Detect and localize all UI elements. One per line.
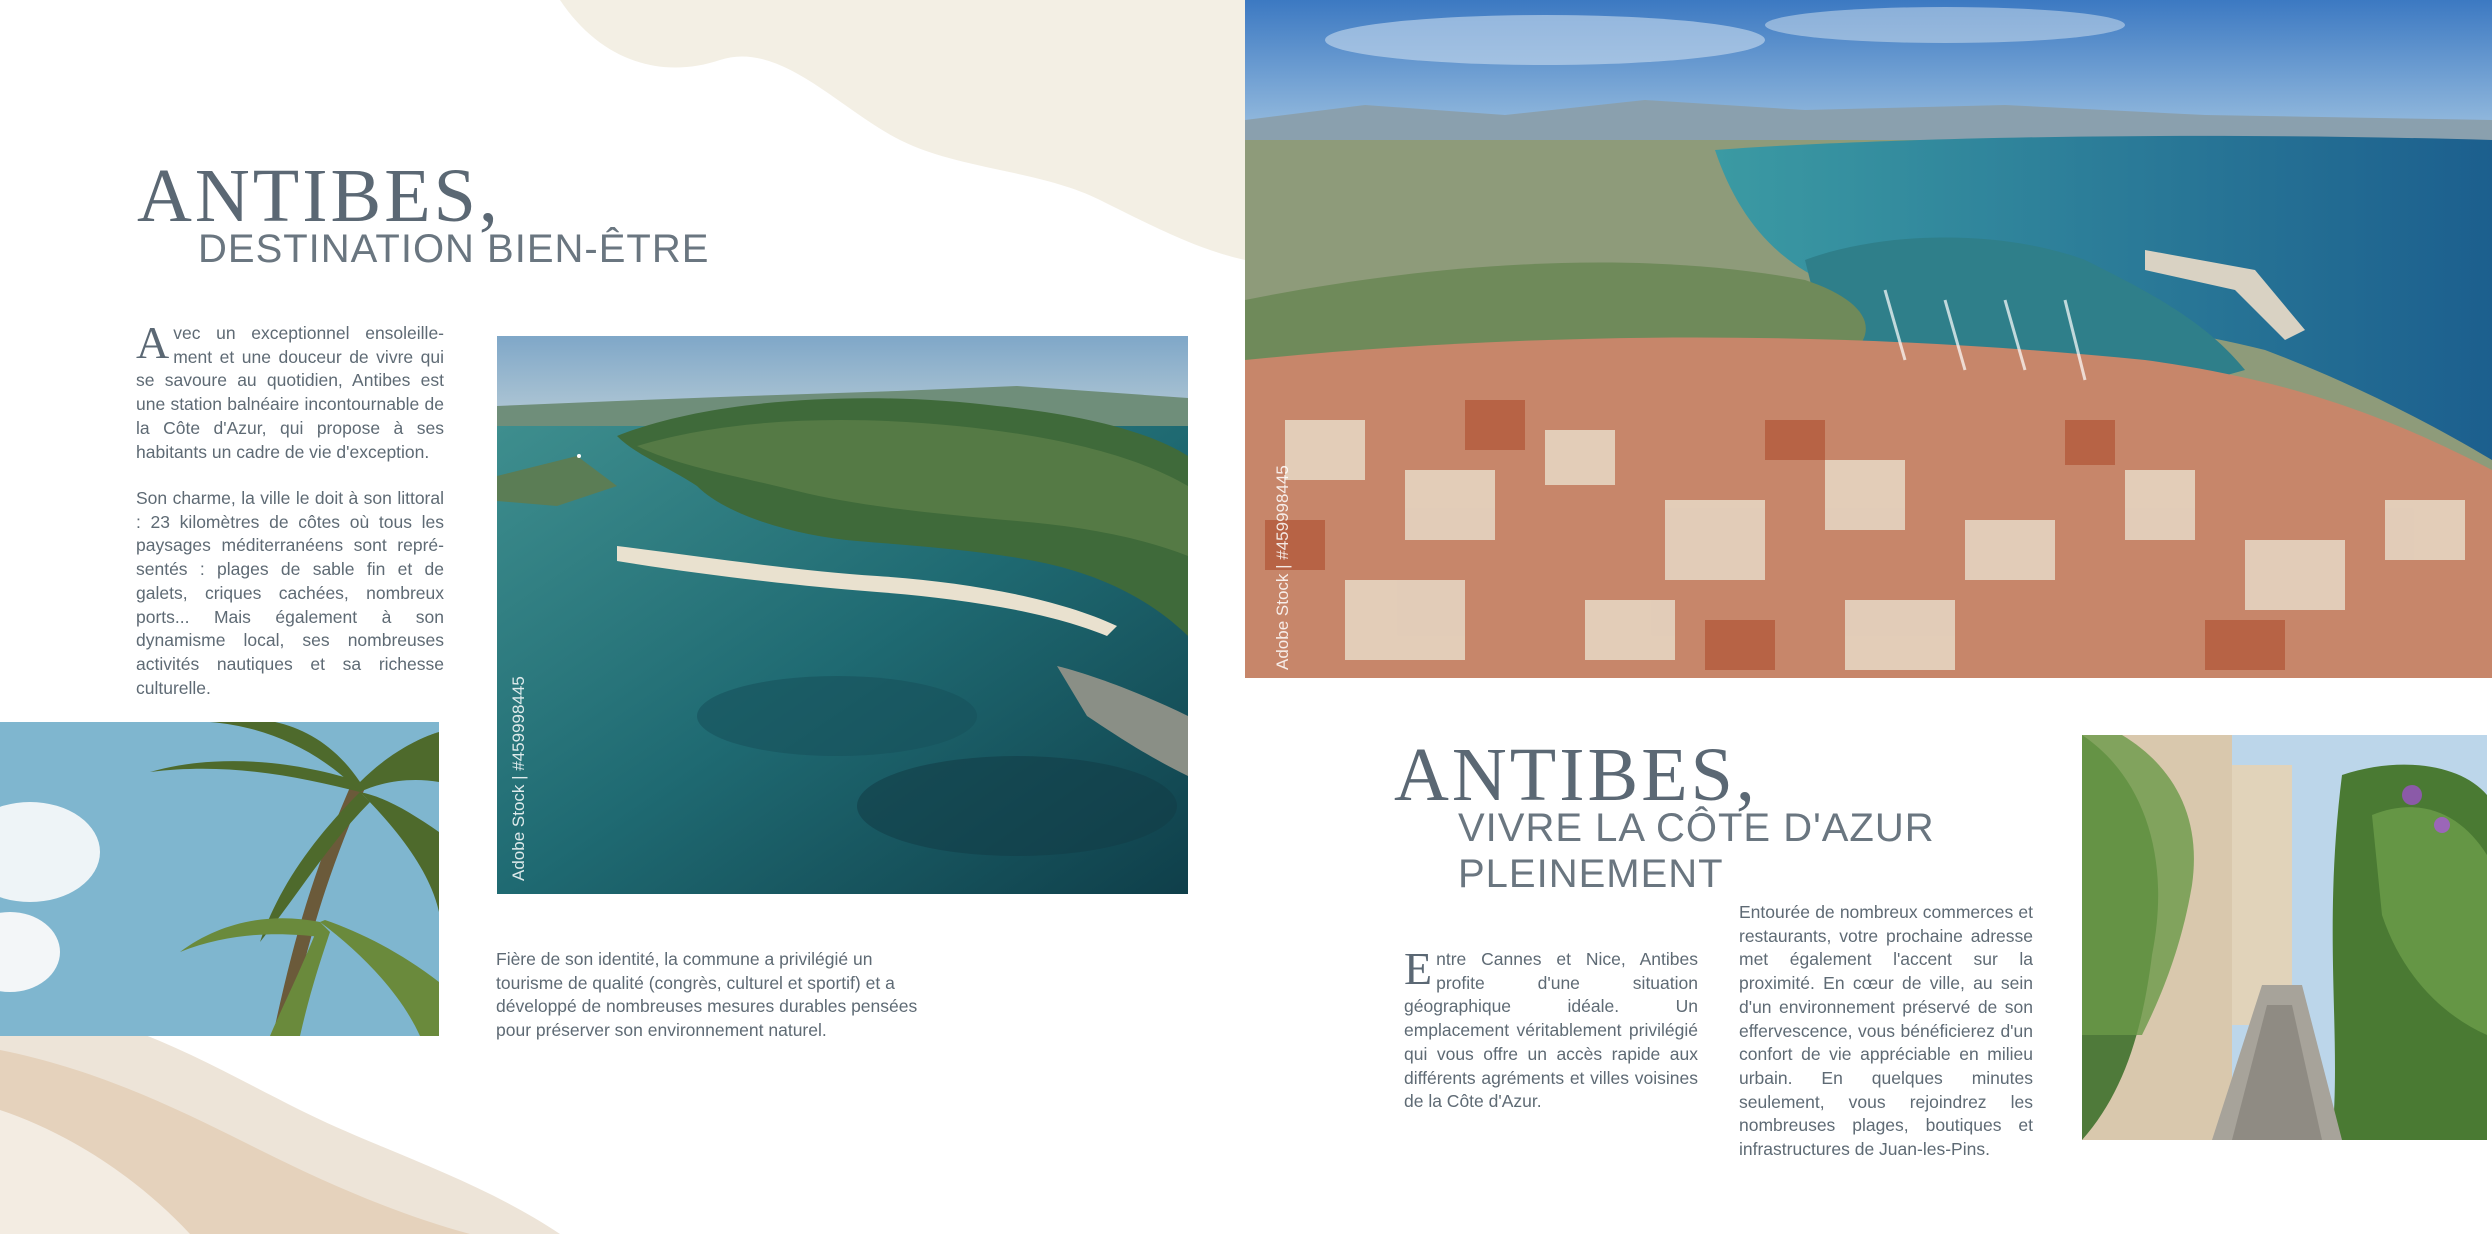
left-page-subtitle: DESTINATION BIEN-ÊTRE: [198, 227, 710, 271]
left-paragraph-2: Son charme, la ville le doit à son littoral : 23 kilomètres de côtes où tous les paysages méditerranéens sont repré-sentés : plages de sable fin et de galets, criques cachées, nombreux ports... Mais également à son dynamisme local, ses nombreuses activités nautiques et sa richesse culturelle.: [136, 488, 444, 698]
right-page-subtitle-line1: VIVRE LA CÔTE D'AZUR: [1458, 806, 1935, 850]
palm-trees-photo: [0, 722, 439, 1036]
right-column-2: Entourée de nombreux commerces et restaurants, votre prochaine adresse met également l'accent sur la proximité. En cœur de ville, au sein d'un environnement préservé de son effervescence, vous bénéficierez d'un confort de vie appréciable en milieu urbain. En quelques minutes seulement, vous rejoindrez les nombreuses plages, boutiques et infrastructures de Juan-les-Pins.: [1739, 902, 2033, 1160]
left-intro-paragraph: [136, 317, 444, 464]
right-page-subtitle-line2: PLEINEMENT: [1458, 852, 1724, 896]
coastline-photo-credit: Adobe Stock | #459998445: [509, 676, 528, 881]
left-caption: Fière de son identité, la commune a privilégié un tourisme de qualité (congrès, culturel et sportif) et a développé de nombreuses mesures durables pensées pour préserver son environnement naturel.: [496, 949, 918, 1041]
right-dropcap: E: [1404, 943, 1433, 994]
coastline-photo: [497, 336, 1188, 894]
left-page-title: ANTIBES,: [137, 154, 501, 238]
left-dropcap: A: [136, 317, 170, 368]
left-intro-text: vec un exceptionnel ensoleille-ment et une douceur de vivre qui se savoure au quotidien, Antibes est une station balnéaire incontournable de la Côte d'Azur, qui propose à ses habitants un cadre de vie d'exception.: [136, 323, 444, 462]
aerial-city-photo: [1245, 0, 2492, 678]
green-street-photo: [2082, 735, 2487, 1140]
right-page-title: ANTIBES,: [1394, 733, 1758, 817]
aerial-photo-credit: Adobe Stock | #459998445: [1273, 465, 1292, 670]
right-col1-text: ntre Cannes et Nice, Antibes profite d'une situation géographique idéale. Un emplacement véritablement privilégié qui vous offre un accès rapide aux différents agréments et villes voisines de la Côte d'Azur.: [1404, 949, 1698, 1112]
right-column-1: [1404, 943, 1698, 1114]
